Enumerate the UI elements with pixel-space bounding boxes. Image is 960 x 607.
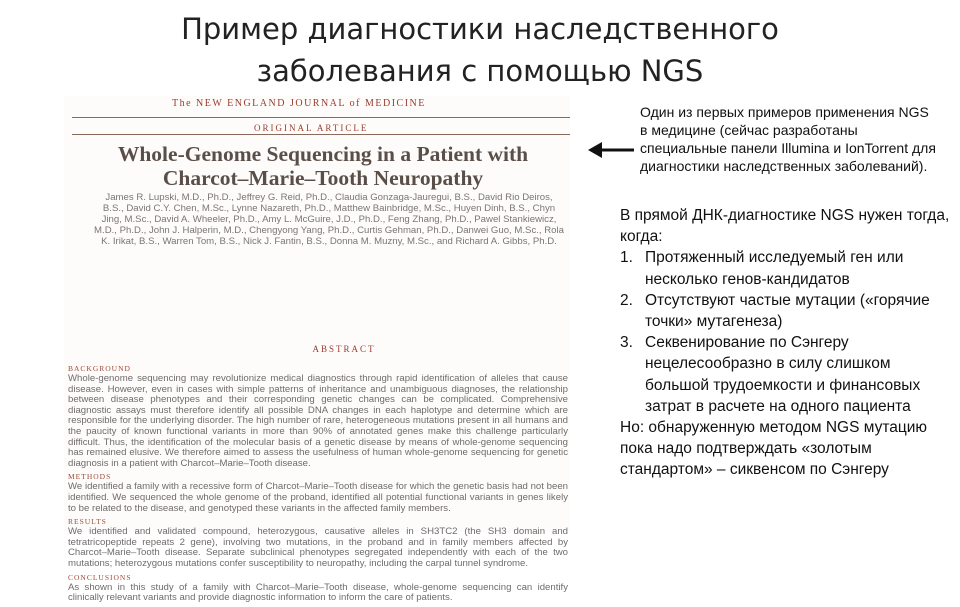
header-rule-bottom (72, 134, 570, 135)
article-figure (64, 96, 570, 604)
abstract-section (68, 472, 568, 514)
list-item-number: 3. (620, 334, 633, 352)
list-item (620, 332, 950, 417)
arrow-left-icon (588, 138, 636, 162)
abstract-section-heading: CONCLUSIONS (68, 572, 132, 582)
abstract-section-heading: METHODS (68, 472, 112, 482)
main-conclusion: Но: обнаруженную методом NGS мутацию пока надо подтверждать «золотым стандартом» – сиквенсом по Сэнгеру (620, 419, 928, 479)
slide-title (130, 8, 830, 92)
abstract-section-heading: BACKGROUND (68, 364, 131, 373)
list-item-number: 2. (620, 291, 633, 309)
slide-title-line-1: Пример диагностики наследственного (181, 12, 779, 46)
abstract-section (68, 517, 568, 569)
article-title: Whole-Genome Sequencing in a Patient with Charcot–Marie–Tooth Neuropathy (117, 142, 529, 190)
abstract-section (68, 573, 568, 604)
article-section-label: ORIGINAL ARTICLE (254, 123, 369, 133)
abstract-section-text: Whole-genome sequencing may revolutionize medical diagnostics through rapid identification of alleles that cause disease. However, even in cases with simple patterns of inheritance and unambiguous diagnoses, the relationship between disease phenotypes and their corresponding genetic changes can be complicated. Comprehensive diagnostic assays must therefore identify all possible DNA changes in each haplotype and determine which are responsible for the underlying disorder. The high number of rare, heterogeneous mutations present in all humans and the paucity of known functional variants in more than 90% of annotated genes make this challenge particularly difficult. Thus, the identification of the molecular basis of a genetic disease by means of whole-genome sequencing has remained elusive. We therefore aimed to assess the usefulness of human whole-genome sequencing for genetic diagnosis in a patient with Charcot–Marie–Tooth disease. (68, 373, 568, 469)
list-item-number: 1. (620, 249, 633, 267)
abstract-section-heading: RESULTS (68, 517, 107, 527)
main-intro: В прямой ДНК-диагностике NGS нужен тогда, когда: (620, 207, 950, 246)
side-note: Один из первых примеров применения NGS в медицине (сейчас разработаны специальные панели Illumina и IonTorrent для диагностики наследственных заболеваний). (640, 104, 936, 174)
header-rule-top (72, 117, 570, 118)
list-item (620, 290, 950, 332)
abstract-heading: ABSTRACT (312, 344, 376, 354)
slide-title-line-2: заболевания с помощью NGS (256, 54, 704, 88)
journal-name: The NEW ENGLAND JOURNAL of MEDICINE (172, 98, 426, 109)
list-item (620, 247, 950, 289)
abstract-section-text: We identified and validated compound, heterozygous, causative alleles in SH3TC2 (the SH3 domain and tetratricopeptide repeats 2 gene), involving two mutations, in the proband and in family members affected by Charcot–Marie–Tooth disease. Separate subclinical phenotypes segregated independently with each of the two mutations; heterozygous mutations confer susceptibility to neuropathy, including the carpal tunnel syndrome. (68, 526, 568, 569)
list-item-text: Протяженный исследуемый ген или несколько генов-кандидатов (645, 249, 904, 288)
abstract-section (68, 364, 568, 469)
list-item-text: Отсутствуют частые мутации («горячие точки» мутагенеза) (645, 291, 930, 331)
abstract-section-text: As shown in this study of a family with Charcot–Marie–Tooth disease, whole-genome sequencing can identify clinically relevant variants and provide diagnostic information to inform the care of patients. (68, 581, 568, 604)
article-authors: James R. Lupski, M.D., Ph.D., Jeffrey G. Reid, Ph.D., Claudia Gonzaga-Jauregui, B.S., David Rio Deiros, B.S., David C.Y. Chen, M.Sc., Lynne Nazareth, Ph.D., Matthew Bainbridge, M.Sc., Huyen Dinh, B.S., Chyn Jing, M.Sc., David A. Wheeler, Ph.D., Amy L. McGuire, J.D., Ph.D., Feng Zhang, Ph.D., Pawel Stankiewicz, M.D., Ph.D., John J. Halperin, M.D., Chengyong Yang, Ph.D., Curtis Gehman, Ph.D., Danwei Guo, M.Sc., Rola K. Irikat, B.S., Warren Tom, B.S., Nick J. Fantin, B.S., Donna M. Muzny, M.Sc., and Richard A. Gibbs, Ph.D. (94, 192, 564, 247)
main-explanation (620, 205, 950, 481)
abstract-body (68, 364, 568, 607)
abstract-section-text: We identified a family with a recessive form of Charcot–Marie–Tooth disease for which the genetic basis had not been identified. We sequenced the whole genome of the proband, identified all potential functional variants in genes likely to be related to the disease, and genotyped these variants in the affected family members. (68, 481, 568, 514)
criteria-list (620, 247, 950, 417)
list-item-text: Секвенирование по Сэнгеру нецелесообразно в силу слишком большой трудоемкости и финансовых затрат в расчете на одного пациента (645, 334, 921, 415)
